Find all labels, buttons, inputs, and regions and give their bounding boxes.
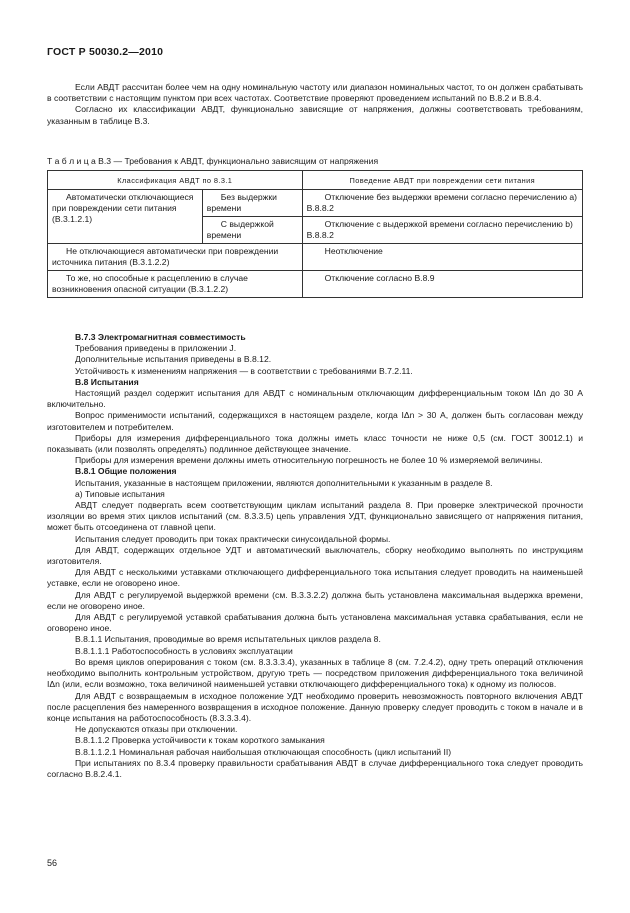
paragraph: Дополнительные испытания приведены в B.8.12.: [75, 354, 272, 365]
paragraph: Если АВДТ рассчитан более чем на одну номинальную частоту или диапазон номинальных частот, то он должен срабатывать в соответствии с настоящим пунктом при всех частотах. Соответствие проверяют проведением испытаний по B.8.2 и B.8.4.: [47, 82, 583, 104]
paragraph: B.8.1.1 Испытания, проводимые во время испытательных циклов раздела 8.: [75, 634, 381, 645]
paragraph: Для АВДТ с регулируемой уставкой срабатывания должна быть установлена максимальная уставка срабатывания, если не оговорено иное.: [47, 612, 583, 634]
table-row: [48, 190, 583, 217]
paragraph: При испытаниях по 8.3.4 проверку правильности срабатывания АВДТ в случае дифференциального тока следует проводить согласно B.8.2.4.1.: [47, 757, 583, 779]
body-text: [47, 332, 583, 780]
table-cell: Без выдержки времени: [202, 190, 302, 217]
intro-text: [47, 82, 583, 127]
table-row: [48, 271, 583, 298]
section-heading: B.8.1 Общие положения: [75, 466, 177, 477]
paragraph: Для АВДТ с регулируемой выдержкой времени (см. B.3.3.2.2) должна быть установлена максимальная выдержка времени, если не оговорено иное.: [47, 589, 583, 611]
paragraph: Испытания следует проводить при токах практически синусоидальной формы.: [75, 533, 391, 544]
paragraph: Приборы для измерения дифференциального тока должны иметь класс точности не ниже 0,5 (см. ГОСТ 30012.1) и показывать (или позволять определять) подлинное действующее значение.: [47, 432, 583, 455]
table-cell: С выдержкой времени: [202, 217, 302, 244]
table-cell: Отключение с выдержкой времени согласно перечислению b) B.8.8.2: [302, 217, 582, 244]
table-cell: Отключение согласно B.8.9: [302, 271, 582, 298]
column-header: Поведение АВДТ при повреждении сети питания: [302, 171, 582, 190]
page-number: 56: [47, 858, 58, 868]
paragraph: B.8.1.1.2 Проверка устойчивости к токам короткого замыкания: [75, 735, 325, 746]
paragraph: Для АВДТ, содержащих отдельное УДТ и автоматический выключатель, сборку необходимо выполнять по инструкциям изготовителя.: [47, 544, 583, 567]
requirements-table: [47, 170, 583, 298]
table-cell: Не отключающиеся автоматически при повреждении источника питания (B.3.1.2.2): [48, 244, 303, 271]
section-heading: B.8 Испытания: [75, 376, 139, 387]
page-header: ГОСТ Р 50030.2—2010: [47, 46, 164, 58]
section-heading: B.7.3 Электромагнитная совместимость: [75, 332, 246, 342]
table-row: [48, 244, 583, 271]
paragraph: Для АВДТ с возвращаемым в исходное положение УДТ необходимо проверить невозможность повторного включения АВДТ после расцепления без намеренного возвращения в исходное положение. Данную проверку следует проводить с током в начале и в конце испытания на работоспособность (8.3.3.3.4).: [47, 690, 583, 723]
paragraph: Устойчивость к изменениям напряжения — в соответствии с требованиями B.7.2.11.: [75, 365, 413, 376]
paragraph: Для АВДТ с несколькими уставками отключающего дифференциального тока испытания следует проводить на наименьшей уставке, если не оговорено иное.: [47, 567, 583, 589]
paragraph: Требования приведены в приложении J.: [75, 343, 237, 354]
paragraph: Испытания, указанные в настоящем приложении, являются дополнительными к указанным в разделе 8.: [75, 477, 493, 488]
table-cell: То же, но способные к расцеплению в случае возникновения опасной ситуации (B.3.1.2.2): [48, 271, 303, 298]
paragraph: a) Типовые испытания: [75, 488, 165, 499]
table-header-row: [48, 171, 583, 190]
paragraph: Вопрос применимости испытаний, содержащихся в настоящем разделе, когда IΔn > 30 А, должен быть согласован между изготовителем и потребителем.: [47, 410, 583, 432]
table-caption: Т а б л и ц а B.3 — Требования к АВДТ, функционально зависящим от напряжения: [47, 156, 379, 166]
paragraph: Приборы для измерения времени должны иметь относительную погрешность не более 10 % измеряемой величины.: [75, 455, 543, 466]
paragraph: Не допускаются отказы при отключении.: [75, 724, 238, 735]
paragraph: B.8.1.1.1 Работоспособность в условиях эксплуатации: [75, 645, 293, 656]
column-header: Классификация АВДТ по 8.3.1: [48, 171, 303, 190]
paragraph: Согласно их классификации АВДТ, функционально зависящие от напряжения, должны соответствовать требованиям, указанным в таблице B.3.: [47, 104, 583, 126]
paragraph: АВДТ следует подвергать всем соответствующим циклам испытаний раздела 8. При проверке электрической прочности изоляции во время этих циклов испытаний (см. 8.3.3.5) цепь управления УДТ, функционально зависящего от напряжения питания, может быть отсоединена от главной цепи.: [47, 500, 583, 533]
table-cell: Неотключение: [302, 244, 582, 271]
paragraph: B.8.1.1.2.1 Номинальная рабочая наибольшая отключающая способность (цикл испытаний II): [75, 746, 452, 757]
table-cell: Автоматически отключающиеся при повреждении сети питания (B.3.1.2.1): [48, 190, 203, 244]
paragraph: Настоящий раздел содержит испытания для АВДТ с номинальным отключающим дифференциальным током IΔn до 30 А включительно.: [47, 388, 583, 410]
table-cell: Отключение без выдержки времени согласно перечислению a) B.8.8.2: [302, 190, 582, 217]
paragraph: Во время циклов оперирования с током (см. 8.3.3.3.4), указанных в таблице 8 (см. 7.2.4.2), одну треть операций отключения необходимо выполнить контрольным устройством, другую треть — посредством приложения дифференциального тока величиной IΔn (или, если возможно, тока величиной наименьшей уставки отключающего дифференциального тока) к одному из полюсов.: [47, 656, 583, 690]
